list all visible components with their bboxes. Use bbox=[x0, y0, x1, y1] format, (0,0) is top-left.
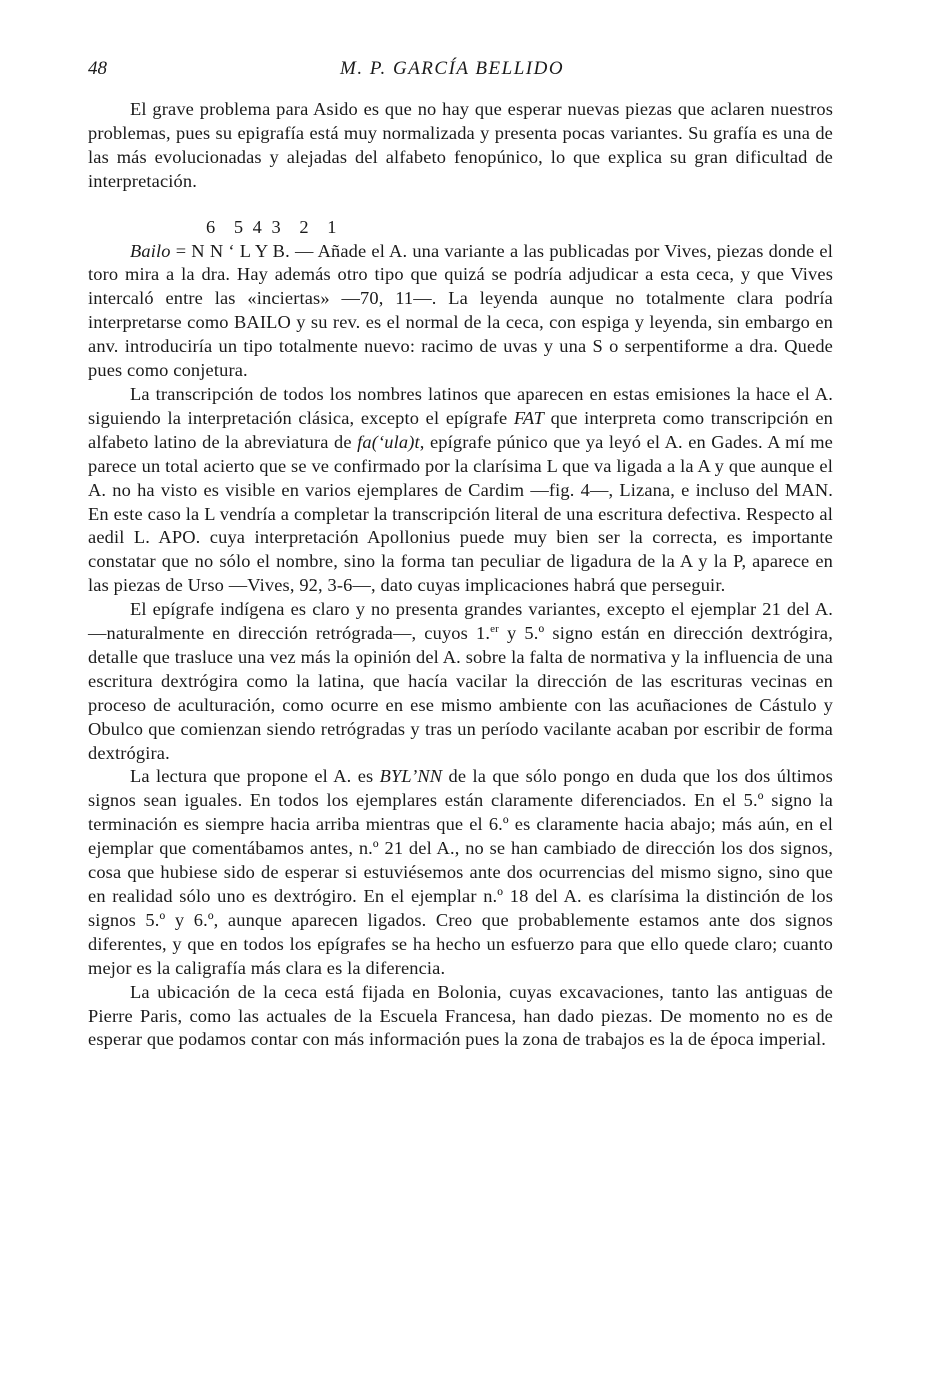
paragraph-4-part-a: El epígrafe indígena es claro y no presenta grandes variantes, excepto el ejemplar 21 del A. —naturalmente en dirección retrógrada—, cuyos 1. bbox=[88, 599, 833, 644]
paragraph-3 bbox=[88, 383, 833, 598]
page bbox=[88, 58, 833, 1052]
page-number: 48 bbox=[88, 58, 107, 79]
running-head: M. P. GARCÍA BELLIDO bbox=[340, 58, 565, 79]
paragraph-5-part-b: de la que sólo pongo en duda que los dos últimos signos sean iguales. En todos los ejemplares están claramente diferenciados. En el 5.º signo la terminación es siempre hacia arriba mientras que el 6.º es claramente hacia abajo; más aún, en el ejemplar que comentábamos antes, n.º 21 del A., no se han cambiado de dirección los dos signos, cosa que hubiese sido de esperar si estuviésemos ante dos ocurrencias del mismo signo, sino que en realidad sólo uno es dextrógiro. En el ejemplar n.º 18 del A. es clarísima la distinción de los signos 5.º y 6.º, aunque aparecen ligados. Creo que probablemente estamos ante dos signos diferentes, y que en todos los epígrafes se ha hecho un esfuerzo para que ello quede claro; cuanto mejor es la caligrafía más clara es la diferencia. bbox=[88, 766, 833, 978]
paragraph-4 bbox=[88, 598, 833, 765]
paragraph-3-part-c: , epígrafe púnico que ya leyó el A. en Gades. A mí me parece un total acierto que se ve confirmado por la clarísima L que va ligada a la A y que aunque el A. no ha visto es visible en varios ejemplares de Cardim —fig. 4—, Lizana, e incluso del MAN. En este caso la L vendría a completar la transcripción literal de una escritura defectiva. Respecto al aedil L. APO. cuya interpretación Apollonius puede muy bien ser la correcta, es importante constatar que no sólo el nombre, sino la forma tan peculiar de ligadura de la A y la P, aparece en las piezas de Urso —Vives, 92, 3-6—, dato cuyas implicaciones habrá que perseguir. bbox=[88, 431, 833, 596]
paragraph-2 bbox=[88, 240, 833, 383]
paragraph-2-text: = N N ‘ L Y B. — Añade el A. una variante a las publicadas por Vives, piezas donde el toro mira a la dra. Hay además otro tipo que quizá se podría adjudicar a esta ceca, y que Vives intercaló entre las «inciertas» —70, 11—. La leyenda aunque no totalmente clara podría interpretarse como BAILO y su rev. es el normal de la ceca, con espiga y leyenda, sin embargo en anv. introduciría un tipo totalmente nuevo: racimo de uvas y una S o serpentiforme a dra. Quede pues como conjetura. bbox=[88, 240, 833, 381]
sign-numbers: 6 5 4 3 2 1 bbox=[206, 216, 337, 237]
fat-epigraph: FAT bbox=[513, 407, 544, 428]
paragraph-3-part-b: que interpreta como transcripción en alfabeto latino de la abreviatura de bbox=[88, 407, 833, 452]
paragraph-1: El grave problema para Asido es que no hay que esperar nuevas piezas que aclaren nuestros problemas, pues su epigrafía está muy normalizada y presenta pocas variantes. Su grafía es una de las más evolucionadas y alejadas del alfabeto fenopúnico, lo que explica su gran dificultad de interpretación. bbox=[88, 99, 833, 191]
body-text bbox=[88, 98, 833, 1052]
byl-reading: BYL’NN bbox=[379, 766, 443, 787]
paragraph-3-part-a: La transcripción de todos los nombres latinos que aparecen en estas emisiones la hace el A. siguiendo la interpretación clásica, excepto el epígrafe bbox=[88, 383, 833, 428]
page-header bbox=[88, 58, 833, 92]
paragraph-4-part-b: y 5.º signo están en dirección dextrógira, detalle que trasluce una vez más la opinión del A. sobre la falta de normativa y la influencia de una escritura dextrógira como la latina, que hacía vacilar la dirección de las escrituras vecinas en proceso de aculturación, como ocurre en ese mismo ambiente con las acuñaciones de Cástulo y Obulco que comienzan siendo retrógradas y tras un período vacilante acaban por escribir de forma dextrógira. bbox=[88, 623, 833, 763]
paragraph-6: La ubicación de la ceca está fijada en Bolonia, cuyas excavaciones, tanto las antiguas de Pierre Paris, como las actuales de la Escuela Francesa, han dado piezas. De momento no es de esperar que podamos contar con más información pues la zona de trabajos es la de época imperial. bbox=[88, 981, 833, 1050]
ordinal-superscript: er bbox=[490, 622, 499, 635]
paragraph-5 bbox=[88, 765, 833, 980]
bailo-word: Bailo bbox=[130, 240, 171, 261]
paragraph-5-part-a: La lectura que propone el A. es bbox=[130, 766, 380, 787]
faula-epigraph: fa(‘ula)t bbox=[357, 431, 420, 452]
